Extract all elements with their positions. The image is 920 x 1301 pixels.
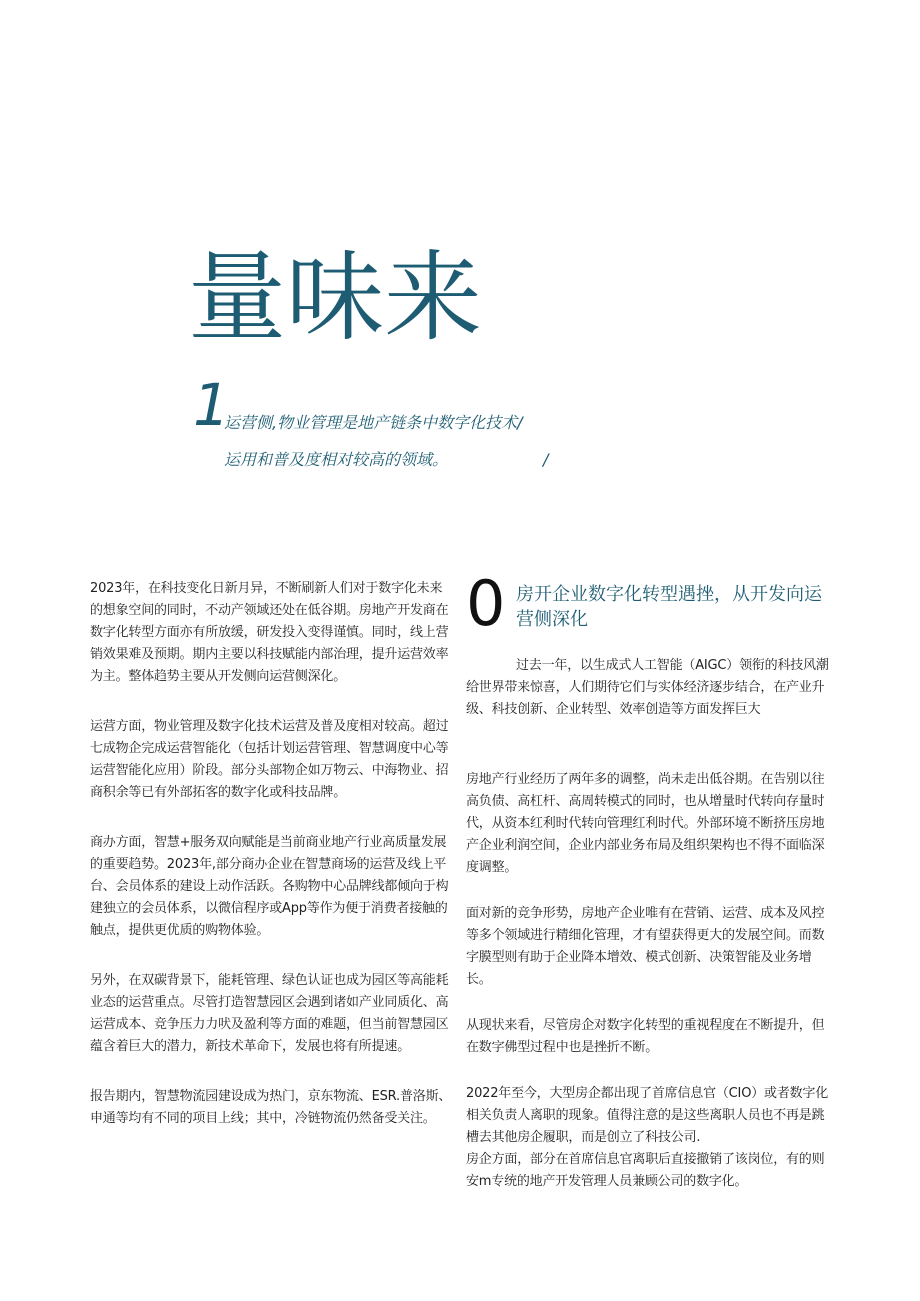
right-column xyxy=(466,655,836,1193)
section-subtitle-mark: / xyxy=(543,450,549,469)
section-subtitle-line2: 运用和普及度相对较高的领域。 xyxy=(224,450,449,469)
left-paragraph: 报告期内，智慧物流园建设成为热门，京东物流、ESR.普洛斯、申通等均有不同的项目上线；其中，冷链物流仍然备受关注。 xyxy=(90,1089,452,1126)
right-paragraph: 过去一年，以生成式人工智能（AIGC）领衔的科技风潮给世界带来惊喜，人们期待它们与实体经济逐步结合，在产业升级、科技创新、企业转型、效率创造等方面发挥巨大 xyxy=(466,658,829,717)
left-paragraph: 2023年，在科技变化日新月异，不断刷新人们对于数字化未来的想象空间的同时，不动产领域还处在低谷期。房地产开发商在数字化转型方面亦有所放缓，研发投入变得谨慎。同时，线上营销效果难及预期。期内主要以科技赋能内部治理，提升运营效率为主。整体趋势主要从开发侧向运营侧深化。 xyxy=(90,581,449,684)
left-paragraph: 运营方面，物业管理及数字化技术运营及普及度相对较高。超过七成物企完成运营智能化（包括计划运营管理、智慧调度中心等运营智能化应用）阶段。部分头部物企如万物云、中海物业、招商积余等已有外部拓客的数字化或科技品牌。 xyxy=(90,719,449,800)
page-title: 量味来 xyxy=(188,241,483,355)
section-zero-numeral: 0 xyxy=(466,567,506,640)
left-paragraph: 另外，在双碳背景下，能耗管理、绿色认证也成为园区等高能耗业态的运营重点。尽管打造智慧园区会遇到诸如产业同质化、高运营成本、竞争压力力吠及盈利等方面的难题，但当前智慧园区蕴含着巨大的潜力，新技术革命下，发展也将有所提速。 xyxy=(90,973,449,1054)
right-heading: 房开企业数字化转型遇挫，从开发向运营侧深化 xyxy=(516,584,822,630)
left-paragraph: 商办方面，智慧+服务双向赋能是当前商业地产行业高质量发展的重要趋势。2023年,部分商办企业在智慧商场的运营及线上平台、会员体系的建设上动作活跃。各购物中心品牌线都倾向于构建独立的会员体系，以微信程序或App等作为便于消费者接触的触点，提供更优质的购物体验。 xyxy=(90,835,449,938)
right-paragraph: 2022年至今，大型房企都出现了首席信息官（CIO）或者数字化相关负责人离职的现象。值得注意的是这些离职人员也不再是跳槽去其他房企履职，而是创立了科技公司. xyxy=(466,1086,829,1145)
section-number: 1 xyxy=(193,371,230,439)
right-paragraph: 面对新的竞争形势，房地产企业唯有在营销、运营、成本及风控等多个领域进行精细化管理，才有望获得更大的发展空间。而数字膜型则有助于企业降本增效、模式创新、决策智能及业务增长。 xyxy=(466,906,825,987)
section-subtitle-line1: 运营侧,物业管理是地产链条中数字化技术/ xyxy=(224,413,523,432)
right-paragraph: 房地产行业经历了两年多的调整，尚未走出低谷期。在告别以往高负债、高杠杆、高周转模式的同时，也从增量时代转向存量时代，从资本红利时代转向管理红利时代。外部环境不断挤压房地产企业利润空间，企业内部业务布局及组织架构也不得不面临深度调整。 xyxy=(466,772,825,875)
right-paragraph: 房企方面，部分在首席信息官离职后直接撤销了该岗位，有的则安m专统的地产开发管理人员兼顾公司的数字化。 xyxy=(466,1152,825,1189)
left-column xyxy=(90,578,454,1158)
right-paragraph: 从现状来看，尽管房企对数字化转型的重视程度在不断提升，但在数字佛型过程中也是挫折不断。 xyxy=(466,1018,825,1055)
